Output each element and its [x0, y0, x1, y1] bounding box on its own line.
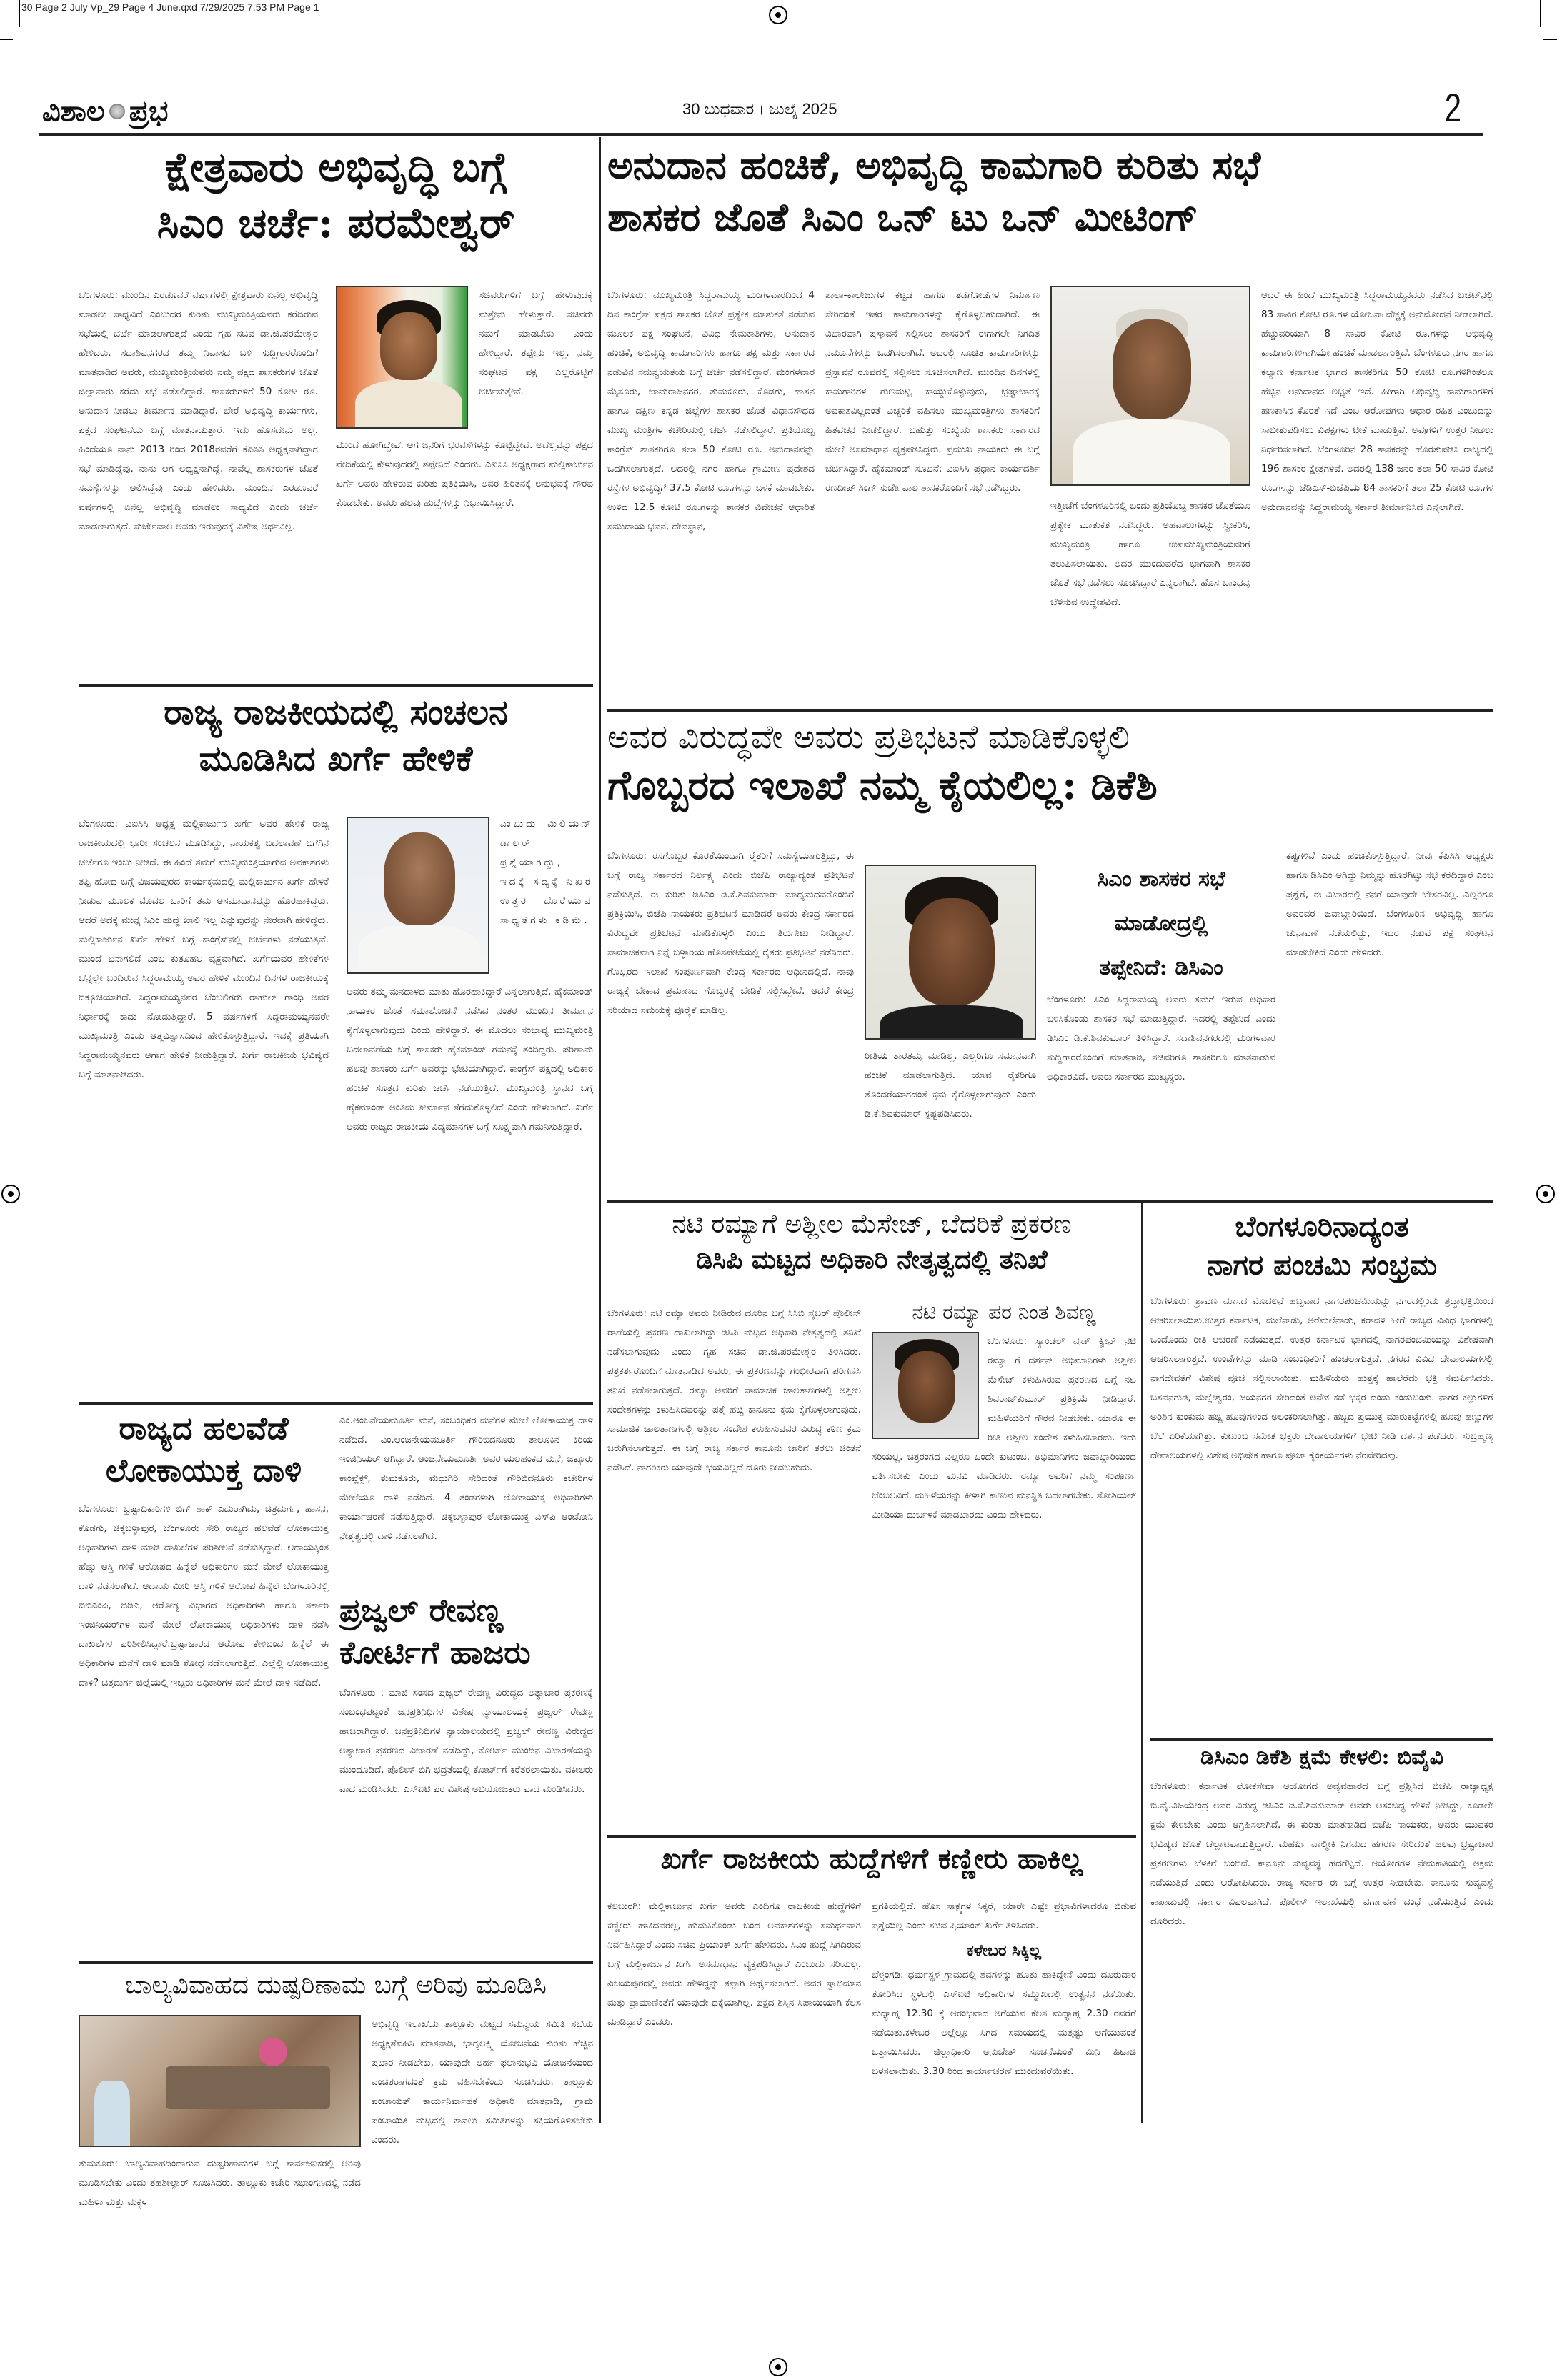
registration-mark-icon: [769, 6, 787, 24]
article-body: ಬೆಂಗಳೂರು: ಶ್ರಾವಣ ಮಾಸದ ಮೊದಲನೆ ಹಬ್ಬವಾದ ನಾಗರಪಂಚಮಿಯನ್ನು ನಗರದಲ್ಲಿಂದು ಶ್ರದ್ಧಾಭಕ್ತಿಯಿಂದ ಆಚರಿಸಲಾಯಿತು.ಉತ್ತರ ಕರ್ನಾಟಕ, ಮಲೆನಾಡು, ಅರೆಮಲೆನಾಡು, ಕರಾವಳಿ ಹೀಗೆ ರಾಜ್ಯದ ವಿವಿಧ ಭಾಗಗಳಲ್ಲಿ ಒಂದೊಂದು ರೀತಿ ಆಚರಣೆ ನಡೆಯುತ್ತದೆ. ಉತ್ತರ ಕರ್ನಾಟಕ ಭಾಗದಲ್ಲಿ ನಾಗರಪಂಚಮಿಯನ್ನು ವಿಶೇಷವಾಗಿ ಆಚರಿಸಲಾಗುತ್ತದೆ. ಉಂಡೆಗಳನ್ನು ಮಾಡಿ ಸಂಬಂಧಿಕರಿಗೆ ಹಂಚಲಾಗುತ್ತದೆ. ನಗರದ ವಿವಿಧ ದೇವಾಲಯಗಳಲ್ಲಿ ನಾಗದೇವತೆಗೆ ವಿಶೇಷ ಪೂಜೆ ಸಲ್ಲಿಸಲಾಯಿತು. ಮಹಿಳೆಯರು ಹುತ್ತಕ್ಕೆ ಹಾಲೆರೆದು ಭಕ್ತಿ ಸಮರ್ಪಿಸಿದರು. ಬಸವನಗುಡಿ, ಮಲ್ಲೇಶ್ವರಂ, ಜಯನಗರ ಸೇರಿದಂತೆ ಅನೇಕ ಕಡೆ ಭಕ್ತರ ದಂಡು ಕಂಡುಬಂತು. ನಾಗರ ಕಲ್ಲುಗಳಿಗೆ ಅರಿಶಿನ ಕುಂಕುಮ ಹಚ್ಚಿ ಹೂವುಗಳಿಂದ ಅಲಂಕರಿಸಲಾಗಿತ್ತು. ಹಬ್ಬದ ಪ್ರಯುಕ್ತ ಮಾರುಕಟ್ಟೆಗಳಲ್ಲಿ ಹೂವು ಹಣ್ಣುಗಳ ಬೆಲೆ ಏರಿಕೆಯಾಗಿತ್ತು. ಕುಟುಂಬ ಸಮೇತ ಭಕ್ತರು ದೇವಾಲಯಗಳಿಗೆ ಭೇಟಿ ನೀಡಿ ದರ್ಶನ ಪಡೆದರು. ಸುಬ್ರಹ್ಮಣ್ಯ ದೇವಾಲಯಗಳಲ್ಲಿ ವಿಶೇಷ ಅಭಿಷೇಕ ಹಾಗೂ ಪೂಜಾ ಕೈಂಕರ್ಯಗಳು ನೆರವೇರಿದವು.: [1150, 1295, 1493, 1461]
article-body: ಬೆಂಗಳೂರು: ಮುಂದಿನ ಎರಡೂವರೆ ವರ್ಷಗಳಲ್ಲಿ ಕ್ಷೇತ್ರವಾರು ಏನೆಲ್ಲ ಅಭಿವೃದ್ಧಿ ಮಾಡಲು ಸಾಧ್ಯವಿದೆ ಎಂಬುದರ ಕುರಿತು ಮುಖ್ಯಮಂತ್ರಿಯವರು ಕರೆದಿರುವ ಸಭೆಯಲ್ಲಿ ಚರ್ಚೆ ಮಾಡಲಾಗುತ್ತದೆ ಎಂದು ಗೃಹ ಸಚಿವ ಡಾ.ಜಿ.ಪರಮೇಶ್ವರ ಹೇಳಿದರು. ಸದಾಶಿವನಗರದ ತಮ್ಮ ನಿವಾಸದ ಬಳಿ ಸುದ್ದಿಗಾರರೊಂದಿಗೆ ಮಾತನಾಡಿದ ಅವರು, ಮುಖ್ಯಮಂತ್ರಿಯವರು ನಮ್ಮ ಪಕ್ಷದ ಶಾಸಕರುಗಳ ಜೊತೆ ಜಿಲ್ಲಾವಾರು ಕರೆದು ಸಭೆ ನಡೆಸಲಿದ್ದಾರೆ. ಶಾಸಕರುಗಳಿಗೆ 50 ಕೋಟಿ ರೂ. ಅನುದಾನ ನೀಡಲು ತೀರ್ಮಾನ ಮಾಡಿದ್ದಾರೆ. ಬೇರೆ ಅಭಿವೃದ್ಧಿ ಕಾರ್ಯಗಳು, ಪಕ್ಷದ ಸಂಘಟನೆಯ ಬಗ್ಗೆ ಮಾತನಾಡುತ್ತಾರೆ. ಇದು ಹೊಸದೇನು ಅಲ್ಲ. ಹಿಂದೆಯೂ ನಾನು 2013 ರಿಂದ 2018ರವರೆಗೆ ಕೆಪಿಸಿಸಿ ಅಧ್ಯಕ್ಷನಾಗಿದ್ದಾಗ ಸಭೆ ಮಾಡಿದ್ದೆವು. ನಾನು ಆಗ ಅಧ್ಯಕ್ಷನಾಗಿದ್ದೆ. ನಾವೆಲ್ಲ ಶಾಸಕರುಗಳ ಜೊತೆ ಸಮಸ್ಯೆಗಳನ್ನು ಆಲಿಸಿದ್ದೆವು ಎಂದು ಹೇಳಿದರು. ಮುಂದಿನ ಎರಡೂವರೆ ವರ್ಷಗಳಲ್ಲಿ ಏನೆಲ್ಲ ಅಭಿವೃದ್ಧಿ ಮಾಡಲು ಸಾಧ್ಯವಿದೆ ಎಂದು ಚರ್ಚೆ ಮಾಡಲಾಗುತ್ತದೆ. ಸುರ್ಜೇವಾಲ ಅವರು ಇರುವುದಕ್ಕೆ ವಿಶೇಷ ಅರ್ಥವಿಲ್ಲ.: [79, 289, 318, 532]
article-body: ಎಂ.ಆಂಜನೇಯಮೂರ್ತಿ ಮನೆ, ಸಂಬಂಧಿಕರ ಮನೆಗಳ ಮೇಲೆ ಲೋಕಾಯುಕ್ತ ದಾಳಿ ನಡೆದಿದೆ. ಎಂ.ಆಂಜನೇಯಮೂರ್ತಿ ಗೌರಿಬಿದನೂರು ತಾಲೂಕಿನ ಕಿರಿಯ ಇಂಜಿನಿಯರ್ ಆಗಿದ್ದಾರೆ. ಆಂಜನೇಯಮೂರ್ತಿ ಅವರ ಯಲಹಂಕದ ಮನೆ, ಜಕ್ಕೂರು ಕಾಂಪ್ಲೆಕ್ಸ್, ತುಮಕೂರು, ಮಧುಗಿರಿ ಸೇರಿದಂತೆ ಗೌರಿಬಿದನೂರು ಕಚೇರಿಗಳ ಮೇಲೆಯೂ ದಾಳಿ ನಡೆದಿದೆ. 4 ತಂಡಗಳಾಗಿ ಲೋಕಾಯುಕ್ತ ಅಧಿಕಾರಿಗಳು ಕಾರ್ಯಾಚರಣೆ ನಡೆಸುತ್ತಿದ್ದಾರೆ. ಚಿಕ್ಕಬಳ್ಳಾಪುರ ಲೋಕಾಯುಕ್ತ ಎಸ್‌ಪಿ ಆಂಟೋನಿ ನೇತೃತ್ವದಲ್ಲಿ ದಾಳಿ ನಡೆಸಲಾಗಿದೆ.: [339, 1415, 593, 1542]
article-body: ಬೆಂಗಳೂರು: ಸ್ಯಾಂಡಲ್ ವುಡ್ ಕ್ವೀನ್ ನಟಿ ರಮ್ಯಾ ಗೆ ದರ್ಶನ್ ಅಭಿಮಾನಿಗಳು ಅಶ್ಲೀಲ ಮೆಸೇಜ್ ಕಳುಹಿಸಿರುವ ಪ್ರಕರಣದ ಬಗ್ಗೆ ನಟ ಶಿವರಾಜ್‌ಕುಮಾರ್ ಪ್ರತಿಕ್ರಿಯೆ ನೀಡಿದ್ದಾರೆ. ಮಹಿಳೆಯರಿಗೆ ಗೌರವ ನೀಡಬೇಕು. ಯಾರೂ ಈ ರೀತಿ ಅಶ್ಲೀಲ ಸಂದೇಶ ಕಳುಹಿಸಬಾರದು. ಇದು ಸರಿಯಲ್ಲ. ಚಿತ್ರರಂಗದ ಎಲ್ಲರೂ ಒಂದೇ ಕುಟುಂಬ. ಅಭಿಮಾನಿಗಳು ಜವಾಬ್ದಾರಿಯಿಂದ ವರ್ತಿಸಬೇಕು ಎಂದು ಮನವಿ ಮಾಡಿದರು. ರಮ್ಯಾ ಅವರಿಗೆ ನಮ್ಮ ಸಂಪೂರ್ಣ ಬೆಂಬಲವಿದೆ. ಮಹಿಳೆಯರನ್ನು ಕೀಳಾಗಿ ಕಾಣುವ ಮನಸ್ಥಿತಿ ಬದಲಾಗಬೇಕು. ಸೋಶಿಯಲ್ ಮೀಡಿಯಾ ದುರ್ಬಳಕೆ ಮಾಡಬಾರದು ಎಂದು ಹೇಳಿದರು.: [872, 1335, 1136, 1520]
crop-mark: [19, 0, 20, 27]
article-body: ಬೆಂಗಳೂರು: ಭ್ರಷ್ಟಾಧಿಕಾರಿಗಳಿ ಬಿಗ್ ಶಾಕ್ ಎದುರಾಗಿದು, ಚಿತ್ರದುರ್ಗ, ಹಾಸನ, ಕೊಡಗು, ಚಿಕ್ಕಬಳ್ಳಾಪುರ, ಬೆಂಗಳೂರು ಸೇರಿ ರಾಜ್ಯದ ಹಲವೆಡೆ ಲೋಕಾಯುಕ್ತ ಅಧಿಕಾರಿಗಳು ದಾಳಿ ಮಾಡಿ ದಾಖಲೆಗಳ ಪರಿಶೀಲನೆ ನಡೆಸುತ್ತಿದ್ದಾರೆ. ಆದಾಯಕ್ಕಿಂತ ಹೆಚ್ಚು ಆಸ್ತಿ ಗಳಿಕೆ ಆರೋಪದ ಹಿನ್ನೆಲೆ ಅಧಿಕಾರಿಗಳ ಮನೆ ಮೇಲೆ ಲೋಕಾಯುಕ್ತ ದಾಳಿ ನಡೆಸಲಾಗಿದೆ. ಆದಾಯ ಮೀರಿ ಆಸ್ತಿ ಗಳಿಕೆ ಆರೋಪ ಹಿನ್ನೆಲೆ ಬೆಂಗಳೂರಿನಲ್ಲಿ ಬಿಬಿಎಂಪಿ, ಬಿಡಿಎ, ಆರೋಗ್ಯ ವಿಭಾಗದ ಅಧಿಕಾರಿಗಳು ಹಾಗೂ ಸರ್ಕಾರಿ ಇಂಜಿನಿಯರ್‌ಗಳ ಮನೆ ಮೇಲೆ ಲೋಕಾಯುಕ್ತ ಅಧಿಕಾರಿಗಳು ದಾಳಿ ನಡೆಸಿ ದಾಖಲೆಗಳ ಪರಿಶೀಲಿಸಿದ್ದಾರೆ.ಭ್ರಷ್ಟಾಚಾರದ ಆರೋಪ ಕೇಳಿಬಂದ ಹಿನ್ನೆಲೆ ಈ ಅಧಿಕಾರಿಗಳ ಮನೆಗೆ ದಾಳಿ ಮಾಡಿ ಶೋಧ ನಡೆಸಲಾಗುತ್ತಿದೆ. ಎಲ್ಲೆಲ್ಲಿ ಲೋಕಾಯುಕ್ತ ದಾಳಿ? ಚಿತ್ರದುರ್ಗ ಜಿಲ್ಲೆಯಲ್ಲಿ ಇಬ್ಬರು ಅಧಿಕಾರಿಗಳ ಮನೆ ಮೇಲೆ ದಾಳಿ ನಡೆದಿದೆ.: [79, 1503, 329, 1688]
article-cm-meeting[interactable]: [607, 139, 1493, 707]
photo-parameshwar: [336, 286, 468, 429]
article-body: ಬೆಂಗಳೂರು: ಸಿಎಂ ಸಿದ್ದರಾಮಯ್ಯ ಅವರು ತಮಗೆ ಇರುವ ಅಧಿಕಾರ ಬಳಸಿಕೊಂಡು ಶಾಸಕರ ಸಭೆ ಮಾಡುತ್ತಿದ್ದಾರೆ, ಇದರಲ್ಲಿ ತಪ್ಪೇನಿದೆ ಎಂದು ಡಿಸಿಎಂ ಡಿ.ಕೆ.ಶಿವಕುಮಾರ್ ತಿಳಿಸಿದ್ದಾರೆ. ಸದಾಶಿವನಗರದಲ್ಲಿ ಮಂಗಳವಾರ ಸುದ್ದಿಗಾರರೊಂದಿಗೆ ಮಾತನಾಡಿ, ಸಚಿವರಿಗೂ ಶಾಸಕರಿಗೂ ಮಾತನಾಡುವ ಅಧಿಕಾರವಿದೆ. ಅವರು ಸರ್ಕಾರದ ಮುಖ್ಯಸ್ಥರು.: [1047, 994, 1275, 1082]
section-divider: [79, 684, 593, 687]
article-body: ಸಚಿವರುಗಳಿಗೆ ಬಗ್ಗೆ ಹೇಳುವುದಕ್ಕೆ ಮತ್ತೇನು ಹೇಳುತ್ತಾರೆ. ಸಚಿವರು ನಮಗೆ ಮಾಡಬೇಕು ಎಂದು ಹೇಳಿದ್ದಾರೆ. ತಪ್ಪೇನು ಇಲ್ಲ. ನಮ್ಮ ಸಂಘಟನೆ ಪಕ್ಷ ಎಲ್ಲರೊಟ್ಟಿಗೆ ಚರ್ಚಿಸುತ್ತೇವೆ.: [479, 289, 593, 397]
logo-text-left: ವಿಶಾಲ: [42, 94, 105, 128]
dateline: 30 ಬುಧವಾರ । ಜುಲೈ 2025: [682, 100, 837, 118]
article-body: ಬೆಂಗಳೂರು: ರಸಗೊಬ್ಬರ ಕೊರತೆಯಿಂದಾಗಿ ರೈತರಿಗೆ ಸಮಸ್ಯೆಯಾಗುತ್ತಿದ್ದು, ಈ ಬಗ್ಗೆ ರಾಜ್ಯ ಸರ್ಕಾರದ ನಿರ್ಲಕ್ಷ್ಯ ಎಂದು ಬಿಜೆಪಿ ರಾಜ್ಯಾದ್ಯಂತ ಪ್ರತಿಭಟನೆ ನಡೆಸುತ್ತಿದೆ. ಈ ಕುರಿತು ಡಿಸಿಎಂ ಡಿ.ಕೆ.ಶಿವಕುಮಾರ್ ಮಾಧ್ಯಮದವರೊಂದಿಗೆ ಪ್ರತಿಕ್ರಿಯಿಸಿ, ಬಿಜೆಪಿ ನಾಯಕರು ಪ್ರತಿಭಟನೆ ಮಾಡಿದರೆ ಅವರು ಕೇಂದ್ರ ಸರ್ಕಾರದ ವಿರುದ್ಧವೇ ಪ್ರತಿಭಟನೆ ಮಾಡಿಕೊಳ್ಳಲಿ ಎಂದು ತಿರುಗೇಟು ನೀಡಿದ್ದಾರೆ. ಸಾಮಾಜಿಕವಾಗಿ ನಿನ್ನೆ ಬಳ್ಳಾರಿಯ ಹೊಸಪೇಟೆಯಲ್ಲಿ ರೈತರು ಪ್ರತಿಭಟನೆ ನಡೆಸಿದರು. ಗೊಬ್ಬರದ ಇಲಾಖೆ ಸಂಪೂರ್ಣವಾಗಿ ಕೇಂದ್ರ ಸರ್ಕಾರದ ಅಧೀನದಲ್ಲಿದೆ. ನಾವು ರಾಜ್ಯಕ್ಕೆ ಬೇಕಾದ ಪ್ರಮಾಣದ ಗೊಬ್ಬರಕ್ಕೆ ಬೇಡಿಕೆ ಸಲ್ಲಿಸಿದ್ದೇವೆ. ಆದರೆ ಕೇಂದ್ರ ಸರಿಯಾದ ಸಮಯಕ್ಕೆ ಪೂರೈಕೆ ಮಾಡಿಲ್ಲ.: [607, 850, 854, 1016]
article-lokayukta[interactable]: [79, 1408, 329, 1951]
headline: ಸಿಎಂ ಚರ್ಚೆ: ಪರಮೇಶ್ವರ್: [156, 199, 515, 248]
page-number: 2: [1444, 85, 1461, 130]
article-body: ಪ್ರಗತಿಯಲ್ಲಿದೆ. ಹೊಸ ಸಾಕ್ಷ್ಯಗಳ ಸಿಕ್ಕರೆ, ಯಾರೇ ಎಷ್ಟೇ ಪ್ರಭಾವಿಗಳಾದರೂ ಬಿಡುವ ಪ್ರಶ್ನೆಯಿಲ್ಲ ಎಂದು ಸಚಿವ ಪ್ರಿಯಾಂಕ್ ಖರ್ಗೆ ತಿಳಿಸಿದರು.: [872, 1901, 1136, 1931]
article-body: ಇತ್ತೀಚೆಗೆ ಬೆಂಗಳೂರಿನಲ್ಲಿ ಬಂದು ಪ್ರತಿಯೊಬ್ಬ ಶಾಸಕರ ಜೊತೆಯೂ ಪ್ರತ್ಯೇಕ ಮಾತುಕತೆ ನಡೆಸಿದ್ದರು. ಅಹವಾಲುಗಳನ್ನು ಸ್ವೀಕರಿಸಿ, ಮುಖ್ಯಮಂತ್ರಿ ಹಾಗೂ ಉಪಮುಖ್ಯಮಂತ್ರಿಯವರಿಗೆ ತಲುಪಿಸಲಾಯಿತು. ಅದರ ಮುಂದುವರೆದ ಭಾಗವಾಗಿ ಶಾಸಕರ ಜೊತೆ ಸಭೆ ನಡೆಸಲು ಸೂಚಿಸಿದ್ದಾರೆ ಎನ್ನಲಾಗಿದೆ. ಹೊಸ ಬಾಂಧವ್ಯ ಬೆಳೆಸುವ ಉದ್ದೇಶವಿದೆ.: [1050, 500, 1250, 608]
masthead: [39, 79, 1483, 136]
article-body: ಎಂಬುದು ಮಿಲಿಯನ್ ಡಾಲರ್ ಪ್ರಶ್ನೆಯಾಗಿದ್ದು, ಇದಕ್ಕೆ ಸದ್ಯಕ್ಕೆ ನಿಖರ ಉತ್ತರ ದೊರೆಯುವ ಸಾಧ್ಯತೆಗಳು ಕಡಿಮೆ.: [500, 818, 593, 926]
article-body: ರೀತಿಯ ತಾರತಮ್ಯ ಮಾಡಿಲ್ಲ. ಎಲ್ಲರಿಗೂ ಸಮಾನವಾಗಿ ಹಂಚಿಕೆ ಮಾಡಲಾಗುತ್ತಿದೆ. ಯಾವ ರೈತರಿಗೂ ತೊಂದರೆಯಾಗದಂತೆ ಕ್ರಮ ಕೈಗೊಳ್ಳಲಾಗುವುದು ಎಂದು ಡಿ.ಕೆ.ಶಿವಕುಮಾರ್ ಸ್ಪಷ್ಟಪಡಿಸಿದರು.: [865, 1050, 1036, 1120]
article-body: ಕಲಬುರಗಿ: ಮಲ್ಲಿಕಾರ್ಜುನ ಖರ್ಗೆ ಅವರು ಎಂದಿಗೂ ರಾಜಕೀಯ ಹುದ್ದೆಗಳಿಗೆ ಕಣ್ಣೀರು ಹಾಕಿದವರಲ್ಲ, ಹುಡುಕಿಕೊಂಡು ಬಂದ ಅವಕಾಶಗಳನ್ನು ಸಮರ್ಥವಾಗಿ ನಿರ್ವಹಿಸಿದ್ದಾರೆ ಎಂದು ಸಚಿವ ಪ್ರಿಯಾಂಕ್ ಖರ್ಗೆ ಹೇಳಿದರು. ಸಿಎಂ ಹುದ್ದೆ ಸಿಗದಿರುವ ಬಗ್ಗೆ ಮಲ್ಲಿಕಾರ್ಜುನ ಖರ್ಗೆ ಅಸಮಾಧಾನ ವ್ಯಕ್ತಪಡಿಸಿದ್ದಾರೆ ಎಂಬುದು ಸರಿಯಲ್ಲ. ವಿಜಯಪುರದಲ್ಲಿ ಅವರು ಹೇಳಿದ್ದನ್ನು ತಪ್ಪಾಗಿ ಅರ್ಥೈಸಲಾಗಿದೆ. ಅವರ ಸ್ವಾಭಿಮಾನ ಮತ್ತು ಪ್ರಾಮಾಣಿಕತೆಗೆ ಯಾವುದೇ ಧಕ್ಕೆಯಾಗಿಲ್ಲ. ಪಕ್ಷದ ಶಿಸ್ತಿನ ಸಿಪಾಯಿಯಾಗಿ ಕೆಲಸ ಮಾಡಿದ್ದಾರೆ ಎಂದರು.: [607, 1901, 861, 2028]
headline: ರಾಜ್ಯದ ಹಲವೆಡೆ: [119, 1410, 289, 1447]
article-body: ಬೆಳ್ತಂಗಡಿ: ಧರ್ಮಸ್ಥಳ ಗ್ರಾಮದಲ್ಲಿ ಶವಗಳನ್ನು ಹೂತು ಹಾಕಿದ್ದೇನೆ ಎಂದು ದೂರುದಾರ ತೋರಿಸಿದ ಸ್ಥಳದಲ್ಲಿ ಎಸ್‌ಐಟಿ ಅಧಿಕಾರಿಗಳ ಸಮ್ಮುಖದಲ್ಲಿ ಉತ್ಖನನ ನಡೆಯಿತು. ಮಧ್ಯಾಹ್ನ 12.30 ಕ್ಕೆ ಆರಂಭವಾದ ಅಗೆಯುವ ಕೆಲಸ ಮಧ್ಯಾಹ್ನ 2.30 ರವರೆಗೆ ನಡೆಯಿತು.ಕಳೇಬರ ಅಲ್ಲೆಲ್ಲೂ ಸಿಗದ ಸಮಯದಲ್ಲಿ ಮತ್ತಷ್ಟು ಅಗೆಯುವಂತೆ ಒತ್ತಾಯಿಸಿದರು. ಜಿಲ್ಲಾಧಿಕಾರಿ ಅನುಚೇತ್ ಸೂಚನೆಯಂತೆ ಮಿನಿ ಹಿಟಾಚಿ ಬಳಸಲಾಯಿತು. 3.30 ರಿಂದ ಕಾರ್ಯಾಚರಣೆ ಮುಂದುವರೆಯಿತು.: [872, 1969, 1136, 2077]
headline: ಅವರ ವಿರುದ್ಧವೇ ಅವರು ಪ್ರತಿಭಟನೆ ಮಾಡಿಕೊಳ್ಳಲಿ: [607, 717, 1130, 756]
headline: ಕೋರ್ಟಿಗೆ ಹಾಜರು: [339, 1635, 531, 1672]
sub-headline: ಮಾಡೋದ್ರಲ್ಲಿ: [1114, 911, 1208, 936]
article-body: ಆದರೆ ಈ ಹಿಂದೆ ಮುಖ್ಯಮಂತ್ರಿ ಸಿದ್ದರಾಮಯ್ಯನವರು ನಡೆಸಿದ ಬಜೆಟ್‌ನಲ್ಲಿ 83 ಸಾವಿರ ಕೋಟಿ ರೂ.ಗಳ ಯೋಜನಾ ವೆಚ್ಚಕ್ಕೆ ಅನುಮೋದನೆ ನೀಡಲಾಗಿದೆ. ಹೆಚ್ಚುವರಿಯಾಗಿ 8 ಸಾವಿರ ಕೋಟಿ ರೂ.ಗಳನ್ನು ಅಭಿವೃದ್ಧಿ ಕಾಮಗಾರಿಗಳಿಗಾಗಿಯೇ ಹಂಚಿಕೆ ಮಾಡಲಾಗುತ್ತಿದೆ. ಬೆಂಗಳೂರು ನಗರ ಹಾಗೂ ಕಲ್ಯಾಣ ಕರ್ನಾಟಕ ಭಾಗದ ಶಾಸಕರಿಗೂ 50 ಕೋಟಿ ರೂ.ಗಳಿಗಿಂತಲೂ ಹೆಚ್ಚಿನ ಅನುದಾನದ ಲಭ್ಯತೆ ಇದೆ. ಹೀಗಾಗಿ ಅಭಿವೃದ್ಧಿ ಕಾಮಗಾರಿಗಳಿಗೆ ಹಣಕಾಸಿನ ಕೊರತೆ ಇದೆ ಎಂಬ ಆರೋಪಗಳು ಆಧಾರ ರಹಿತ ಎಂಬುದನ್ನು ಸಾಬೀತುಪಡಿಸಲು ವಿಪಕ್ಷಗಳು ಟೀಕೆ ಮಾಡುತ್ತಿವೆ. ಅವುಗಳಿಗೆ ಉತ್ತರ ನೀಡಲು ನಿರ್ಧರಿಸಲಾಗಿದೆ. ಬೆಂಗಳೂರಿನ 28 ಶಾಸಕರನ್ನು ಹೊರತುಪಡಿಸಿ ರಾಜ್ಯದಲ್ಲಿ 196 ಶಾಸಕರ ಕ್ಷೇತ್ರಗಳಿವೆ. ಅದರಲ್ಲಿ 138 ಜನರ ತಲಾ 50 ಸಾವಿರ ಕೋಟಿ ರೂ.ಗಳನ್ನು ಜೆಡಿಎಸ್-ಬಿಜೆಪಿಯ 84 ಶಾಸಕರಿಗೆ ತಲಾ 25 ಕೋಟಿ ರೂ.ಗಳ ಅನುದಾನವನ್ನು ಸಿದ್ದರಾಮಯ್ಯ ಸರ್ಕಾರ ತೀರ್ಮಾನಿಸಿದೆ ಎನ್ನಲಾಗಿದೆ.: [1261, 289, 1493, 513]
newspaper-logo[interactable]: [42, 94, 169, 128]
article-body: ಕಷ್ಟಗಳಿವೆ ಎಂದು ಹಂಚಿಕೊಳ್ಳುತ್ತಿದ್ದಾರೆ. ನೀವು ಕೆಪಿಸಿಸಿ ಅಧ್ಯಕ್ಷರು ಹಾಗೂ ಡಿಸಿಎಂ ಆಗಿದ್ದು ನಿಮ್ಮನ್ನು ಹೊರಗಿಟ್ಟು ಸಭೆ ಕರೆದಿದ್ದಾರೆ ಎಂಬ ಪ್ರಶ್ನೆಗೆ, ಈ ವಿಚಾರದಲ್ಲಿ ನನಗೆ ಯಾವುದೇ ಬೇಸರವಿಲ್ಲ. ಎಲ್ಲರಿಗೂ ಅವರವರ ಜವಾಬ್ದಾರಿಯಿದೆ. ಬೆಂಗಳೂರಿನ ಅಭಿವೃದ್ಧಿ ಹಾಗೂ ಚುನಾವಣೆ ನಡೆಯಲಿದ್ದು, ಇದರ ನಡುವೆ ಪಕ್ಷ ಸಂಘಟನೆ ಮಾಡಬೇಕಿದೆ ಎಂದು ಹೇಳಿದರು.: [1286, 850, 1493, 958]
headline: ಡಿಸಿಪಿ ಮಟ್ಟದ ಅಧಿಕಾರಿ ನೇತೃತ್ವದಲ್ಲಿ ತನಿಖೆ: [696, 1244, 1048, 1275]
crop-mark: [0, 39, 13, 40]
headline: ಬೆಂಗಳೂರಿನಾದ್ಯಂತ: [1235, 1210, 1409, 1243]
article-bjp-apology[interactable]: [1150, 1743, 1493, 2297]
sub-headline: ತಪ್ಪೇನಿದೆ: ಡಿಸಿಎಂ: [1099, 955, 1223, 980]
section-divider: [607, 1835, 1136, 1838]
article-body: ಅವರು ತಮ್ಮ ಮನದಾಳದ ಮಾತು ಹೊರಹಾಕಿದ್ದಾರೆ ಎನ್ನಲಾಗುತ್ತಿದೆ. ಹೈಕಮಾಂಡ್ ನಾಯಕರ ಜೊತೆ ಸಮಾಲೋಚನೆ ನಡೆಸಿದ ನಂತರ ಮುಂದಿನ ತೀರ್ಮಾನ ಕೈಗೊಳ್ಳಲಾಗುವುದು ಎಂದು ಹೇಳಿದ್ದಾರೆ. ಈ ಮೊದಲು ಸಂಭಾವ್ಯ ಮುಖ್ಯಮಂತ್ರಿ ಬದಲಾವಣೆಯ ಬಗ್ಗೆ ಶಾಸಕರು ಹೈಕಮಾಂಡ್ ಗಮನಕ್ಕೆ ತಂದಿದ್ದರು. ಪರಿಣಾಮ ಹಲವು ಶಾಸಕರು ಖರ್ಗೆ ಅವರನ್ನು ಭೇಟಿಯಾಗಿದ್ದಾರೆ. ಕಾಂಗ್ರೆಸ್ ಪಕ್ಷದಲ್ಲಿ ಅಧಿಕಾರ ಹಂಚಿಕೆ ಸೂತ್ರದ ಕುರಿತು ಚರ್ಚೆ ನಡೆಯುತ್ತಿದೆ. ಮುಖ್ಯಮಂತ್ರಿ ಸ್ಥಾನದ ಬಗ್ಗೆ ಹೈಕಮಾಂಡ್ ಅಂತಿಮ ತೀರ್ಮಾನ ತೆಗೆದುಕೊಳ್ಳಲಿದೆ ಎಂದು ಹೇಳಲಾಗಿದೆ. ಖರ್ಗೆ ಅವರು ರಾಜ್ಯದ ರಾಜಕೀಯ ವಿದ್ಯಮಾನಗಳ ಬಗ್ಗೆ ಸೂಕ್ಷ್ಮವಾಗಿ ಗಮನಿಸುತ್ತಿದ್ದಾರೆ.: [347, 986, 593, 1132]
headline: ಪ್ರಜ್ವಲ್ ರೇವಣ್ಣ: [339, 1593, 504, 1629]
photo-committee-meeting: [79, 2015, 361, 2147]
article-body: ಶಾಲಾ-ಕಾಲೇಜುಗಳ ಕಟ್ಟಡ ಹಾಗೂ ತಡೆಗೋಡೆಗಳ ನಿರ್ಮಾಣ ಸೇರಿದಂತೆ ಇತರ ಕಾಮಗಾರಿಗಳನ್ನು ಕೈಗೊಳ್ಳಬಹುದಾಗಿದೆ. ಈ ವಿಚಾರವಾಗಿ ಪ್ರಸ್ತಾವನೆ ಸಲ್ಲಿಸಲು ಶಾಸಕರಿಗೆ ಈಗಾಗಲೇ ನಿಗದಿತ ನಮೂನೆಗಳನ್ನು ಒದಗಿಸಲಾಗಿದೆ. ಅದರಲ್ಲಿ ಸೂಚಿತ ಕಾಮಗಾರಿಗಳನ್ನು ಪ್ರಸ್ತಾವನೆ ರೂಪದಲ್ಲಿ ಸಲ್ಲಿಸಲು ಸೂಚಿಸಲಾಗಿದೆ. ಮುಂದಿನ ದಿನಗಳಲ್ಲಿ ಕಾಮಗಾರಿಗಳ ಗುಣಮಟ್ಟ ಕಾಯ್ದುಕೊಳ್ಳುವುದು, ಭ್ರಷ್ಟಾಚಾರಕ್ಕೆ ಅವಕಾಶವಿಲ್ಲದಂತೆ ಎಚ್ಚರಿಕೆ ವಹಿಸಲು ಮುಖ್ಯಮಂತ್ರಿಗಳು ಶಾಸಕರಿಗೆ ಹಿತವಚನ ನೀಡಲಿದ್ದಾರೆ. ಬಹುತ್ತು ಸಂಖ್ಯೆಯ ಶಾಸಕರು ಸರ್ಕಾರದ ಮೇಲೆ ಅಸಮಾಧಾನ ವ್ಯಕ್ತಪಡಿಸಿದ್ದರು. ಪ್ರಮುಖ ನಾಯಕರು ಈ ಬಗ್ಗೆ ಚರ್ಚಿಸಿದ್ದಾರೆ. ಹೈಕಮಾಂಡ್ ಸೂಚನೆ: ಎಐಸಿಸಿ ಪ್ರಧಾನ ಕಾರ್ಯದರ್ಶಿ ರಣದೀಪ್ ಸಿಂಗ್ ಸುರ್ಜೇವಾಲ ಶಾಸಕರೊಂದಿಗೆ ಸಭೆ ನಡೆಸಿದ್ದರು.: [825, 289, 1040, 494]
article-body: ಬೆಂಗಳೂರು: ಮುಖ್ಯಮಂತ್ರಿ ಸಿದ್ದರಾಮಯ್ಯ ಮಂಗಳವಾರದಿಂದ 4 ದಿನ ಕಾಂಗ್ರೆಸ್ ಪಕ್ಷದ ಶಾಸಕರ ಜೊತೆ ಪ್ರತ್ಯೇಕ ಮಾತುಕತೆ ನಡೆಸುವ ಮೂಲಕ ಪಕ್ಷ ಸಂಘಟನೆ, ವಿವಿಧ ನೇಮಕಾತಿಗಳು, ಅನುದಾನ ಹಂಚಿಕೆ, ಅಭಿವೃದ್ಧಿ ಕಾಮಗಾರಿಗಳು ಹಾಗೂ ಪಕ್ಷ ಮತ್ತು ಸರ್ಕಾರದ ನಡುವಿನ ಸಮನ್ವಯತೆಯ ಬಗ್ಗೆ ಚರ್ಚೆ ನಡೆಸಲಿದ್ದಾರೆ. ಮಂಗಳವಾರ ಮೈಸೂರು, ಚಾಮರಾಜನಗರ, ತುಮಕೂರು, ಕೊಡಗು, ಹಾಸನ ಹಾಗೂ ದಕ್ಷಿಣ ಕನ್ನಡ ಜಿಲ್ಲೆಗಳ ಶಾಸಕರ ಜೊತೆ ವಿಧಾನಸೌಧದ ಮುಖ್ಯ ಮಂತ್ರಿಗಳ ಕಚೇರಿಯಲ್ಲಿ ಚರ್ಚೆ ನಡೆಸಲಿದ್ದಾರೆ. ಪ್ರತಿಯೊಬ್ಬ ಕಾಂಗ್ರೆಸ್ ಶಾಸಕರಿಗೂ ತಲಾ 50 ಕೋಟಿ ರೂ. ಅನುದಾನವನ್ನು ಒದಗಿಸಲಾಗುತ್ತದೆ. ಅದರಲ್ಲಿ ನಗರ ಹಾಗೂ ಗ್ರಾಮೀಣ ಪ್ರದೇಶದ ರಸ್ತೆಗಳ ಅಭಿವೃದ್ಧಿಗೆ 37.5 ಕೋಟಿ ರೂ.ಗಳನ್ನು ಬಳಕೆ ಮಾಡಬೇಕು. ಉಳಿದ 12.5 ಕೋಟಿ ರೂ.ಗಳನ್ನು ಶಾಸಕರ ವಿವೇಚನೆ ಆಧಾರಿತ ಸಮುದಾಯ ಭವನ, ದೇವಸ್ಥಾನ,: [607, 289, 815, 532]
article-body: ಮುಂದೆ ಹೋಗಿದ್ದೇವೆ. ಆಗ ಜನರಿಗೆ ಭರವಸೆಗಳನ್ನು ಕೊಟ್ಟಿದ್ದೇವೆ. ಅದೆಲ್ಲವನ್ನು ಪಕ್ಷದ ವೇದಿಕೆಯಲ್ಲಿ ಕೇಳುವುದರಲ್ಲಿ ತಪ್ಪೇನಿದೆ ಎಂದರು. ಎಐಸಿಸಿ ಅಧ್ಯಕ್ಷರಾದ ಮಲ್ಲಿಕಾರ್ಜುನ ಖರ್ಗೆ ಅವರು ಹೇಳಿರುವ ಕುರಿತು ಪ್ರತಿಕ್ರಿಯಿಸಿ, ಅವರ ಹಿರಿತನಕ್ಕೆ ಅನುಭವಕ್ಕೆ ಗೌರವ ಕೊಡಬೇಕು. ಅವರು ಹಲವು ಹುದ್ದೆಗಳನ್ನು ನಿಭಾಯಿಸಿದ್ದಾರೆ.: [336, 439, 593, 509]
column-divider: [599, 137, 601, 2123]
article-prajwal[interactable]: [339, 1590, 593, 1954]
sub-headline: ಕಳೇಬರ ಸಿಕ್ಕಿಲ್ಲ: [966, 1941, 1042, 1960]
article-parameshwar[interactable]: [79, 139, 593, 682]
article-body: ಬೆಂಗಳೂರು: ಎಐಸಿಸಿ ಅಧ್ಯಕ್ಷ ಮಲ್ಲಿಕಾರ್ಜುನ ಖರ್ಗೆ ಅವರ ಹೇಳಿಕೆ ರಾಜ್ಯ ರಾಜಕೀಯದಲ್ಲಿ ಭಾರೀ ಸಂಚಲನ ಮೂಡಿಸಿದ್ದು, ನಾಯಕತ್ವ ಬದಲಾವಣೆ ಬಗೆಗಿನ ಚರ್ಚೆಗೂ ಇಂಬು ನೀಡಿದೆ. ಈ ಹಿಂದೆ ತಮಗೆ ಮುಖ್ಯಮಂತ್ರಿಯಾಗುವ ಅವಕಾಶಗಳು ತಪ್ಪಿ ಹೋದ ಬಗ್ಗೆ ವಿಜಯಪುರದ ಕಾರ್ಯಕ್ರಮದಲ್ಲಿ ಮಲ್ಲಿಕಾರ್ಜುನ ಖರ್ಗೆ ಹೇಳಿಕೆ ನೀಡುವ ಮೂಲಕ ಮೊದಲ ಬಾರಿಗೆ ತಮ ಅಸಮಾಧಾನವನ್ನು ಹೊರಹಾಕಿದ್ದರು. ಆದರೆ ಅದಕ್ಕೆ ಮುನ್ನ ಸಿಎಂ ಹುದ್ದೆ ಖಾಲಿ ಇಲ್ಲ ಎನ್ನುವುದನ್ನು ನೇರವಾಗಿ ಹೇಳಿದ್ದರು. ಮಲ್ಲಿಕಾರ್ಜುನ ಖರ್ಗೆ ಹೇಳಿಕೆ ಬಗ್ಗೆ ಕಾಂಗ್ರೆಸ್‌ನಲ್ಲಿ ಚರ್ಚೆಗಳು ನಡೆಯುತ್ತಿವೆ. ಮುಂದೆ ಏನಾಗಲಿದೆ ಎಂಬ ಕುತೂಹಲ ವ್ಯಕ್ತವಾಗಿದೆ. ಖರ್ಗೆಯವರ ಹೇಳಿಕೆಗಳ ಬೆನ್ನಲ್ಲೇ ಬಂದಿರುವ ಸಿದ್ದರಾಮಯ್ಯ ಅವರ ಹೇಳಿಕೆ ಮುಂದಿನ ದಿನಗಳ ರಾಜಕೀಯಕ್ಕೆ ದಿಕ್ಸೂಚಿಯಾಗಿದೆ. ಸಿದ್ದರಾಮಯ್ಯನವರ ಬೆಂಬಲಿಗರು ರಾಹುಲ್ ಗಾಂಧಿ ಅವರ ನಿರ್ಧಾರಕ್ಕೆ ಕಾದು ನೋಡುತ್ತಿದ್ದಾರೆ. 5 ವರ್ಷಗಳಿಗೆ ಸಿದ್ದರಾಮಯ್ಯನವರೇ ಮುಖ್ಯಮಂತ್ರಿ ಎಂದು ಆತ್ಮವಿಶ್ವಾಸದಿಂದ ಹೇಳಿಕೊಳ್ಳುತ್ತಿದ್ದಾರೆ. ಇದಕ್ಕೆ ಪ್ರತಿಯಾಗಿ ಸಿದ್ದರಾಮಯ್ಯನವರು ಆಗಾಗ ಹೇಳಿಕೆ ನೀಡುತ್ತಿದ್ದಾರೆ. ಖರ್ಗೆ ರಾಜಕೀಯ ಭವಿಷ್ಯದ ಬಗ್ಗೆ ಮಾತನಾಡಿದರು.: [79, 818, 329, 1080]
article-body: ಬೆಂಗಳೂರು: ನಟಿ ರಮ್ಯಾ ಅವರು ನೀಡಿರುವ ದೂರಿನ ಬಗ್ಗೆ ಸಿಸಿಬಿ ಸೈಬರ್ ಪೊಲೀಸ್ ಠಾಣೆಯಲ್ಲಿ ಪ್ರಕರಣ ದಾಖಲಾಗಿದ್ದು ಡಿಸಿಪಿ ಮಟ್ಟದ ಅಧಿಕಾರಿ ನೇತೃತ್ವದಲ್ಲಿ ತನಿಖೆ ನಡೆಸಲಾಗುವುದು ಎಂದು ಗೃಹ ಸಚಿವ ಡಾ.ಜಿ.ಪರಮೇಶ್ವರ ತಿಳಿಸಿದರು. ಪತ್ರಕರ್ತರೊಂದಿಗೆ ಮಾತನಾಡಿದ ಅವರು, ಈ ಪ್ರಕರಣವನ್ನು ಗಂಭೀರವಾಗಿ ಪರಿಗಣಿಸಿ ತನಿಖೆ ನಡೆಸಲಾಗುತ್ತದೆ. ರಮ್ಯಾ ಅವರಿಗೆ ಸಾಮಾಜಿಕ ಜಾಲತಾಣಗಳಲ್ಲಿ ಅಶ್ಲೀಲ ಸಂದೇಶಗಳನ್ನು ಕಳುಹಿಸಿದವರನ್ನು ಪತ್ತೆ ಹಚ್ಚಿ ಕಾನೂನು ಕ್ರಮ ಕೈಗೊಳ್ಳಲಾಗುವುದು. ಸಾಮಾಜಿಕ ಜಾಲತಾಣಗಳಲ್ಲಿ ಅಶ್ಲೀಲ ಸಂದೇಶ ಕಳುಹಿಸುವವರ ವಿರುದ್ಧ ಕಠಿಣ ಕ್ರಮ ಜರುಗಿಸಲಾಗುತ್ತದೆ. ಈ ಬಗ್ಗೆ ರಾಜ್ಯ ಸರ್ಕಾರ ಕಾನೂನು ಜಾರಿಗೆ ತರಲು ಚಿಂತನೆ ನಡೆಸಿದೆ. ನಾಗರಿಕರು ಯಾವುದೇ ಭಯವಿಲ್ಲದೆ ದೂರು ನೀಡಬಹುದು.: [607, 1308, 861, 1473]
headline: ಬಾಲ್ಯವಿವಾಹದ ದುಷ್ಪರಿಣಾಮ ಬಗ್ಗೆ ಅರಿವು ಮೂಡಿಸಿ: [125, 1971, 547, 2000]
article-body: ಬೆಂಗಳೂರು : ಮಾಜಿ ಸಂಸದ ಪ್ರಜ್ವಲ್ ರೇವಣ್ಣ ವಿರುದ್ಧದ ಅತ್ಯಾಚಾರ ಪ್ರಕರಣಕ್ಕೆ ಸಂಬಂಧಪಟ್ಟಂತೆ ಜನಪ್ರತಿನಿಧಿಗಳ ವಿಶೇಷ ನ್ಯಾಯಾಲಯಕ್ಕೆ ಪ್ರಜ್ವಲ್ ರೇವಣ್ಣ ಹಾಜರಾಗಿದ್ದಾರೆ. ಜನಪ್ರತಿನಿಧಿಗಳ ನ್ಯಾಯಾಲಯದಲ್ಲಿ ಪ್ರಜ್ವಲ್ ರೇವಣ್ಣ ವಿರುದ್ಧದ ಅತ್ಯಾಚಾರ ಪ್ರಕರಣದ ವಿಚಾರಣೆ ನಡೆದಿದ್ದು, ಕೋರ್ಟ್ ಮುಂದಿನ ವಿಚಾರಣೆಯನ್ನು ಮುಂದೂಡಿದೆ. ಪೊಲೀಸ್ ಬಿಗಿ ಭದ್ರತೆಯಲ್ಲಿ ಕೋರ್ಟ್‌ಗೆ ಕರೆತರಲಾಯಿತು. ವಕೀಲರು ವಾದ ಮಂಡಿಸಿದರು. ಎಸ್‌ಐಟಿ ಪರ ವಿಶೇಷ ಅಭಿಯೋಜಕರು ವಾದ ಮಂಡಿಸಿದರು.: [339, 1686, 593, 1795]
article-dks-fertilizer[interactable]: [607, 715, 1493, 1193]
photo-kharge: [347, 817, 489, 974]
section-divider: [607, 1200, 1493, 1203]
headline: ಖರ್ಗೆ ರಾಜಕೀಯ ಹುದ್ದೆಗಳಿಗೆ ಕಣ್ಣೀರು ಹಾಕಿಲ್ಲ: [660, 1842, 1083, 1876]
registration-mark-icon: [769, 2358, 787, 2376]
article-ramya[interactable]: [607, 1208, 1136, 1829]
headline: ಡಿಸಿಎಂ ಡಿಕೆಶಿ ಕ್ಷಮೆ ಕೇಳಲಿ: ಬಿವೈವಿ: [1200, 1745, 1443, 1770]
lotus-icon: [109, 104, 125, 119]
article-body: ಅಭಿವೃದ್ಧಿ ಇಲಾಖೆಯ ತಾಲ್ಲೂಕು ಮಟ್ಟದ ಸಮನ್ವಯ ಸಮಿತಿ ಸಭೆಯ ಅಧ್ಯಕ್ಷತೆವಹಿಸಿ ಮಾತನಾಡಿ, ಭಾಗ್ಯಲಕ್ಷ್ಮಿ ಯೋಜನೆಯ ಕುರಿತು ಹೆಚ್ಚಿನ ಪ್ರಚಾರ ನೀಡಬೇಕು, ಯಾವುದೇ ಅರ್ಹ ಫಲಾನುಭವಿ ಯೋಜನೆಯಿಂದ ವಂಚಿತರಾಗದಂತೆ ಕ್ರಮ ವಹಿಸಬೇಕೆಂದು ಸೂಚಿಸಿದರು. ತಾಲ್ಲೂಕು ಪಂಚಾಯತ್ ಕಾರ್ಯನಿರ್ವಾಹಕ ಅಧಿಕಾರಿ ಮಾತನಾಡಿ, ಗ್ರಾಮ ಪಂಚಾಯಿತಿ ಮಟ್ಟದಲ್ಲಿ ಕಾವಲು ಸಮಿತಿಗಳನ್ನು ಸಕ್ರಿಯಗೊಳಿಸಬೇಕು ಎಂದರು.: [372, 2018, 593, 2146]
article-kharge-tears[interactable]: [607, 1840, 1136, 2297]
photo-siddaramaiah: [1050, 286, 1250, 486]
headline: ಗೊಬ್ಬರದ ಇಲಾಖೆ ನಮ್ಮ ಕೈಯಲಿಲ್ಲ: ಡಿಕೆಶಿ: [607, 762, 1158, 810]
photo-dk-shivakumar: [865, 865, 1036, 1040]
headline: ನಟಿ ರಮ್ಯಾಗೆ ಅಶ್ಲೀಲ ಮೆಸೇಜ್, ಬೆದರಿಕೆ ಪ್ರಕರಣ: [672, 1210, 1072, 1239]
article-body: ಬೆಂಗಳೂರು: ಕರ್ನಾಟಕ ಲೋಕಸೇವಾ ಆಯೋಗದ ಅವ್ಯವಹಾರದ ಬಗ್ಗೆ ಪ್ರಶ್ನಿಸಿದ ಬಿಜೆಪಿ ರಾಜ್ಯಾಧ್ಯಕ್ಷ ಬಿ.ವೈ.ವಿಜಯೇಂದ್ರ ಅವರ ವಿರುದ್ಧ ಡಿಸಿಎಂ ಡಿ.ಕೆ.ಶಿವಕುಮಾರ್ ಅವರು ಅಸಂಬದ್ಧ ಹೇಳಿಕೆ ನೀಡಿದ್ದು, ಕೂಡಲೇ ಕ್ಷಮೆ ಕೇಳಬೇಕು ಎಂದು ಆಗ್ರಹಿಸಲಾಗಿದೆ. ಈ ಕುರಿತು ಮಾತನಾಡಿದ ಬಿಜೆಪಿ ನಾಯಕರು, ಅವರು ಯುವಕರ ಭವಿಷ್ಯದ ಜೊತೆ ಚೆಲ್ಲಾಟವಾಡುತ್ತಿದ್ದಾರೆ. ಮಹರ್ಷಿ ವಾಲ್ಮೀಕಿ ನಿಗಮದ ಹಗರಣ ಸೇರಿದಂತೆ ಹಲವು ಭ್ರಷ್ಟಾಚಾರ ಪ್ರಕರಣಗಳು ಬೆಳಕಿಗೆ ಬಂದಿವೆ. ಕಾನೂನು ಸುವ್ಯವಸ್ಥೆ ಹದಗೆಟ್ಟಿದೆ. ಆಯೋಗಗಳ ನೇಮಕಾತಿಯಲ್ಲಿ ಅಕ್ರಮ ನಡೆಯುತ್ತಿದೆ ಎಂದು ಆರೋಪಿಸಿದರು. ರಾಜ್ಯ ಸರ್ಕಾರ ಈ ಬಗ್ಗೆ ಉತ್ತರ ನೀಡಬೇಕು. ಕಾನೂನು ಸುವ್ಯವಸ್ಥೆ ಕಾಪಾಡುವಲ್ಲಿ ಸರ್ಕಾರ ವಿಫಲವಾಗಿದೆ. ಪೊಲೀಸ್ ಇಲಾಖೆಯಲ್ಲಿ ವರ್ಗಾವಣೆ ದಂಧೆ ನಡೆಯುತ್ತಿದೆ ಎಂದು ದೂರಿದರು.: [1150, 1780, 1493, 1927]
headline: ಲೋಕಾಯುಕ್ತ ದಾಳಿ: [105, 1453, 302, 1490]
registration-mark-icon: [1536, 1185, 1555, 1203]
headline: ಅನುದಾನ ಹಂಚಿಕೆ, ಅಭಿವೃದ್ಧಿ ಕಾಮಗಾರಿ ಕುರಿತು ಸಭೆ: [607, 142, 1261, 188]
photo-shivarajkumar: [872, 1332, 979, 1439]
section-divider: [607, 709, 1493, 712]
registration-mark-icon: [1, 1185, 20, 1203]
headline: ರಾಜ್ಯ ರಾಜಕೀಯದಲ್ಲಿ ಸಂಚಲನ: [164, 692, 508, 732]
headline: ನಾಗರ ಪಂಚಮಿ ಸಂಭ್ರಮ: [1206, 1248, 1437, 1282]
headline: ಶಾಸಕರ ಜೊತೆ ಸಿಎಂ ಒನ್ ಟು ಒನ್ ಮೀಟಿಂಗ್: [607, 194, 1199, 240]
crop-mark: [1543, 39, 1557, 40]
sub-headline: ನಟಿ ರಮ್ಯಾ ಪರ ನಿಂತ ಶಿವಣ್ಣ: [912, 1300, 1096, 1324]
section-divider: [79, 1961, 593, 1964]
print-slug: 30 Page 2 July Vp_29 Page 4 June.qxd 7/29/2025 7:53 PM Page 1: [21, 1, 319, 13]
sub-headline: ಸಿಎಂ ಶಾಸಕರ ಸಭೆ: [1097, 867, 1225, 892]
crop-mark: [1540, 0, 1541, 27]
column-divider: [1141, 1203, 1143, 2123]
article-body: ತುಮಕೂರು: ಬಾಲ್ಯವಿವಾಹದಿಂದಾಗುವ ದುಷ್ಪರಿಣಾಮಗಳ ಬಗ್ಗೆ ಸಾರ್ವಜನಿಕರಲ್ಲಿ ಅರಿವು ಮೂಡಿಸಬೇಕು ಎಂದು ತಹಶೀಲ್ದಾರ್ ಸೂಚಿಸಿದರು. ತಾಲ್ಲೂಕು ಕಚೇರಿ ಸಭಾಂಗಣದಲ್ಲಿ ನಡೆದ ಮಹಿಳಾ ಮತ್ತು ಮಕ್ಕಳ: [79, 2158, 361, 2208]
section-divider: [1150, 1738, 1493, 1741]
article-kharge-statement[interactable]: [79, 689, 593, 1400]
section-divider: [79, 1402, 593, 1405]
logo-text-right: ಪ್ರಭ: [129, 94, 169, 128]
headline: ಮೂಡಿಸಿದ ಖರ್ಗೆ ಹೇಳಿಕೆ: [199, 738, 473, 779]
headline: ಕ್ಷೇತ್ರವಾರು ಅಭಿವೃದ್ಧಿ ಬಗ್ಗೆ: [165, 143, 507, 191]
article-child-marriage[interactable]: [79, 1968, 593, 2297]
article-nagara-panchami[interactable]: [1150, 1208, 1493, 1736]
article-lokayukta-continued[interactable]: [339, 1411, 593, 1583]
